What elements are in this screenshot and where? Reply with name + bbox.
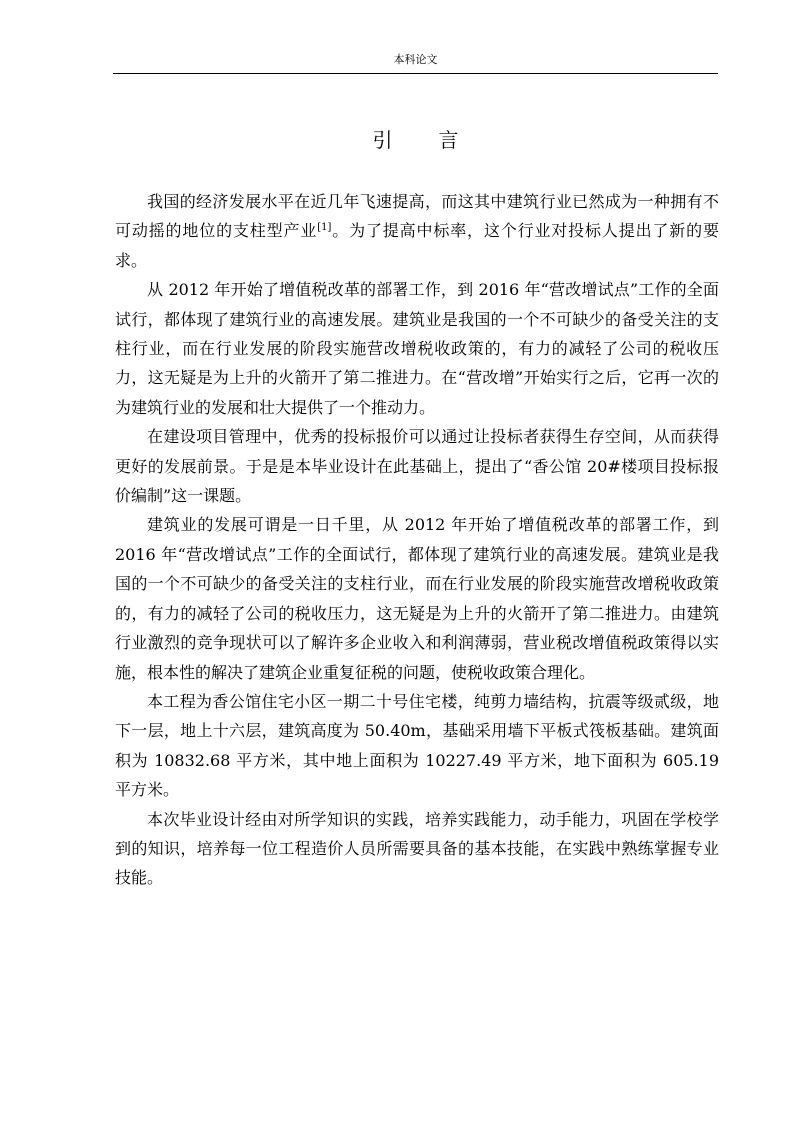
- paragraph-1: [115, 187, 719, 275]
- paragraph-4: 建筑业的发展可谓是一日千里，从 2012 年开始了增值税改革的部署工作，到 2016 年“营改增试点”工作的全面试行，都体现了建筑行业的高速发展。建筑业是我国的一个不可缺少的备受关注的支柱行业，而在行业发展的阶段实施营改增税收政策的，有力的减轻了公司的税收压力，这无疑是为上升的火箭开了第二推进力。由建筑行业激烈的竞争现状可以了解许多企业收入和利润薄弱，营业税改增值税政策得以实施，根本性的解决了建筑企业重复征税的问题，使税收政策合理化。: [115, 515, 719, 682]
- section-title-char-2: 言: [438, 128, 459, 152]
- citation-ref: [1]: [317, 222, 332, 234]
- section-title-char-1: 引: [372, 128, 393, 152]
- header-rule: [113, 73, 718, 74]
- paragraph-3: 在建设项目管理中，优秀的投标报价可以通过让投标者获得生存空间，从而获得更好的发展前景。于是是本毕业设计在此基础上，提出了“香公馆 20#楼项目投标报价编制”这一课题。: [115, 427, 719, 506]
- paragraph-6: 本次毕业设计经由对所学知识的实践，培养实践能力，动手能力，巩固在学校学到的知识，培养每一位工程造价人员所需要具备的基本技能，在实践中熟练掌握专业技能。: [115, 809, 719, 888]
- running-header: 本科论文: [393, 53, 438, 66]
- paragraph-1-text-end: 。为了提高中标率，这个行业对投标人提出了新的要求。: [115, 221, 719, 270]
- body-text: [115, 187, 719, 893]
- paragraph-5: 本工程为香公馆住宅小区一期二十号住宅楼，纯剪力墙结构，抗震等级贰级，地下一层，地上十六层，建筑高度为 50.40m，基础采用墙下平板式筏板基础。建筑面积为 10832.68 平方米，其中地上面积为 10227.49 平方米，地下面积为 605.19 平方米。: [115, 691, 719, 800]
- paragraph-1-text: 我国的经济发展水平在近几年飞速提高，而这其中建筑行业已然成为一种拥有不可动摇的地位的支柱型产业: [115, 192, 719, 241]
- paragraph-2: 从 2012 年开始了增值税改革的部署工作，到 2016 年“营改增试点”工作的全面试行，都体现了建筑行业的高速发展。建筑业是我国的一个不可缺少的备受关注的支柱行业，而在行业发展的阶段实施营改增税收政策的，有力的减轻了公司的税收压力，这无疑是为上升的火箭开了第二推进力。在“营改增”开始实行之后，它再一次的为建筑行业的发展和壮大提供了一个推动力。: [115, 280, 719, 417]
- section-title: [113, 125, 718, 155]
